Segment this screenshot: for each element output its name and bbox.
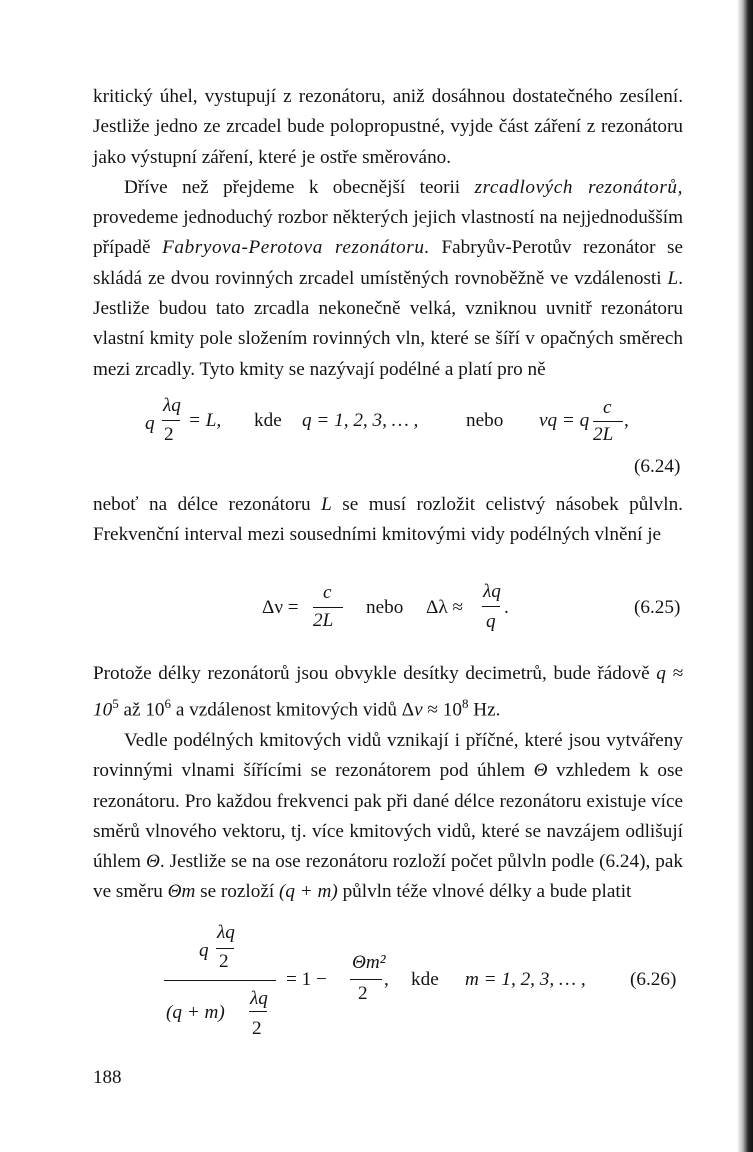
text-block-1 [93, 82, 683, 385]
emphasis-fabry-perot: Fabryova-Perotova rezonátoru. [162, 237, 430, 259]
text-block-2 [93, 490, 683, 551]
paragraph-5: Vedle podélných kmitových vidů vznikají i příčné, které jsou vytvářeny rovinnými vlnami šířícími se rezonátorem pod úhlem Θ vzhledem k ose rezonátoru. Pro každou frekvenci pak při dané délce rezonátoru existuje více směrů vlnového vektoru, tj. více kmitových vidů, které se navzájem odlišují úhlem Θ. Jestliže se na ose rezonátoru rozloží počet půlvln podle (6.24), pak ve směru Θm se rozloží (q + m) půlvln téže vlnové délky a bude platit [93, 729, 683, 903]
page-number: 188 [93, 1067, 122, 1088]
paragraph-4: Protože délky rezonátorů jsou obvykle desítky decimetrů, bude řádově $q \approx 10^5$ až $10^6$ a vzdálenost kmitových vidů $\Delta\nu \approx 10^8$ Hz. [93, 663, 684, 721]
equation-label-6-25: (6.25) [634, 597, 681, 618]
equation-label-6-26: (6.26) [630, 969, 677, 990]
equation-6-25: Δν = c 2L nebo Δλ ≈ λq q . (6.25) [262, 581, 681, 632]
paragraph-1: kritický úhel, vystupují z rezonátoru, aniž dosáhnou dostatečného zesílení. Jestliže jedno ze zrcadel bude polopropustné, vyjde část záření z rezonátoru jako výstupní záření, které je ostře směrováno. [93, 86, 683, 168]
page-edge-shadow [737, 0, 753, 1152]
text-block-3 [93, 659, 683, 908]
equation-6-24: q λq 2 = L, kde q = 1, 2, 3, … , nebo νq = q c 2L , (6.24) [145, 395, 681, 477]
equation-label-6-24: (6.24) [634, 456, 681, 477]
equation-6-26: q λq 2 (q + m) λq 2 = 1 − Θm² 2 , kde m = 1, 2, 3, … , (6.26) [166, 922, 677, 1039]
paragraph-3: neboť na délce rezonátoru L se musí rozložit celistvý násobek půlvln. Frekvenční interval mezi sousedními kmitovými vidy podélných vlnění je [93, 494, 683, 546]
emphasis-mirror-resonators: zrcadlových rezonátorů, [474, 176, 683, 198]
paragraph-2: Dříve než přejdeme k obecnější teorii zrcadlových rezonátorů, provedeme jednoduchý rozbor některých jejich vlastností na nejjednodušším případě Fabryova-Perotova rezonátoru. Fabryův-Perotův rezonátor se skládá ze dvou rovinných zrcadel umístěných rovnoběžně ve vzdálenosti L. Jestliže budou tato zrcadla nekonečně velká, vzniknou uvnitř rezonátoru vlastní kmity pole složením rovinných vln, které se šíří v opačných směrech mezi zrcadly. Tyto kmity se nazývají podélné a platí pro ně [93, 176, 683, 380]
